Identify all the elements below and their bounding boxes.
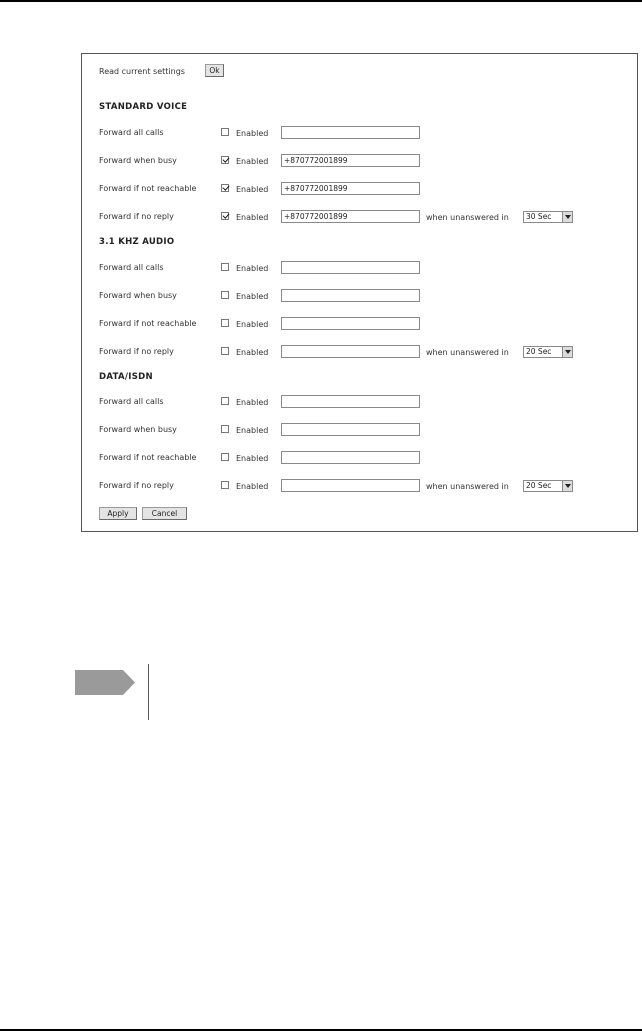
enabled-checkbox[interactable] [221, 347, 229, 355]
enabled-label: Enabled [236, 398, 269, 407]
enabled-label: Enabled [236, 482, 269, 491]
enabled-checkbox[interactable] [221, 453, 229, 461]
unanswered-label: when unanswered in [426, 213, 509, 222]
forward-number-field[interactable] [281, 289, 420, 302]
forward-number-field[interactable] [281, 345, 420, 358]
no-reply-delay-select[interactable] [523, 480, 573, 492]
enabled-checkbox[interactable] [221, 184, 229, 192]
enabled-checkbox[interactable] [221, 481, 229, 489]
enabled-label: Enabled [236, 129, 269, 138]
select-value: 20 Sec [526, 481, 552, 490]
forward-number-field[interactable] [281, 479, 420, 492]
enabled-checkbox[interactable] [221, 291, 229, 299]
enabled-checkbox[interactable] [221, 397, 229, 405]
page-bottom-rule [0, 1029, 642, 1031]
row-label: Forward if not reachable [99, 184, 197, 193]
page-top-rule [0, 0, 642, 2]
read-settings-label: Read current settings [99, 67, 185, 76]
chevron-down-icon [562, 481, 572, 491]
row-label: Forward all calls [99, 397, 164, 406]
row-label: Forward when busy [99, 425, 177, 434]
enabled-checkbox[interactable] [221, 425, 229, 433]
enabled-checkbox[interactable] [221, 319, 229, 327]
forward-number-field[interactable] [281, 317, 420, 330]
forward-number-field[interactable] [281, 126, 420, 139]
row-label: Forward all calls [99, 128, 164, 137]
select-value: 20 Sec [526, 347, 552, 356]
forward-number-field[interactable] [281, 154, 420, 167]
forward-number-field[interactable] [281, 423, 420, 436]
enabled-label: Enabled [236, 454, 269, 463]
enabled-checkbox[interactable] [221, 263, 229, 271]
section-title-data-isdn: DATA/ISDN [99, 372, 153, 382]
row-label: Forward if not reachable [99, 319, 197, 328]
ok-button[interactable]: Ok [205, 64, 224, 77]
chevron-down-icon [562, 212, 572, 222]
no-reply-delay-select[interactable] [523, 346, 573, 358]
note-divider [148, 664, 149, 720]
row-label: Forward when busy [99, 291, 177, 300]
row-label: Forward if no reply [99, 481, 174, 490]
unanswered-label: when unanswered in [426, 348, 509, 357]
forward-number-field[interactable] [281, 395, 420, 408]
forward-number-field[interactable] [281, 451, 420, 464]
enabled-label: Enabled [236, 213, 269, 222]
row-label: Forward if no reply [99, 347, 174, 356]
enabled-label: Enabled [236, 426, 269, 435]
row-label: Forward when busy [99, 156, 177, 165]
enabled-label: Enabled [236, 264, 269, 273]
chevron-down-icon [562, 347, 572, 357]
forward-number-field[interactable] [281, 210, 420, 223]
section-title-standard-voice: STANDARD VOICE [99, 102, 188, 112]
row-label: Forward all calls [99, 263, 164, 272]
forward-number-field[interactable] [281, 261, 420, 274]
cancel-button[interactable]: Cancel [142, 507, 187, 520]
enabled-label: Enabled [236, 320, 269, 329]
enabled-label: Enabled [236, 348, 269, 357]
enabled-label: Enabled [236, 157, 269, 166]
enabled-checkbox[interactable] [221, 128, 229, 136]
call-forwarding-panel [81, 53, 638, 532]
no-reply-delay-select[interactable] [523, 211, 573, 223]
enabled-label: Enabled [236, 292, 269, 301]
forward-number-field[interactable] [281, 182, 420, 195]
row-label: Forward if no reply [99, 212, 174, 221]
enabled-checkbox[interactable] [221, 212, 229, 220]
apply-button[interactable]: Apply [99, 507, 137, 520]
note-arrow-icon [75, 670, 135, 695]
select-value: 30 Sec [526, 212, 552, 221]
row-label: Forward if not reachable [99, 453, 197, 462]
unanswered-label: when unanswered in [426, 482, 509, 491]
section-title-3-1-khz-audio: 3.1 KHZ AUDIO [99, 237, 175, 247]
enabled-checkbox[interactable] [221, 156, 229, 164]
enabled-label: Enabled [236, 185, 269, 194]
